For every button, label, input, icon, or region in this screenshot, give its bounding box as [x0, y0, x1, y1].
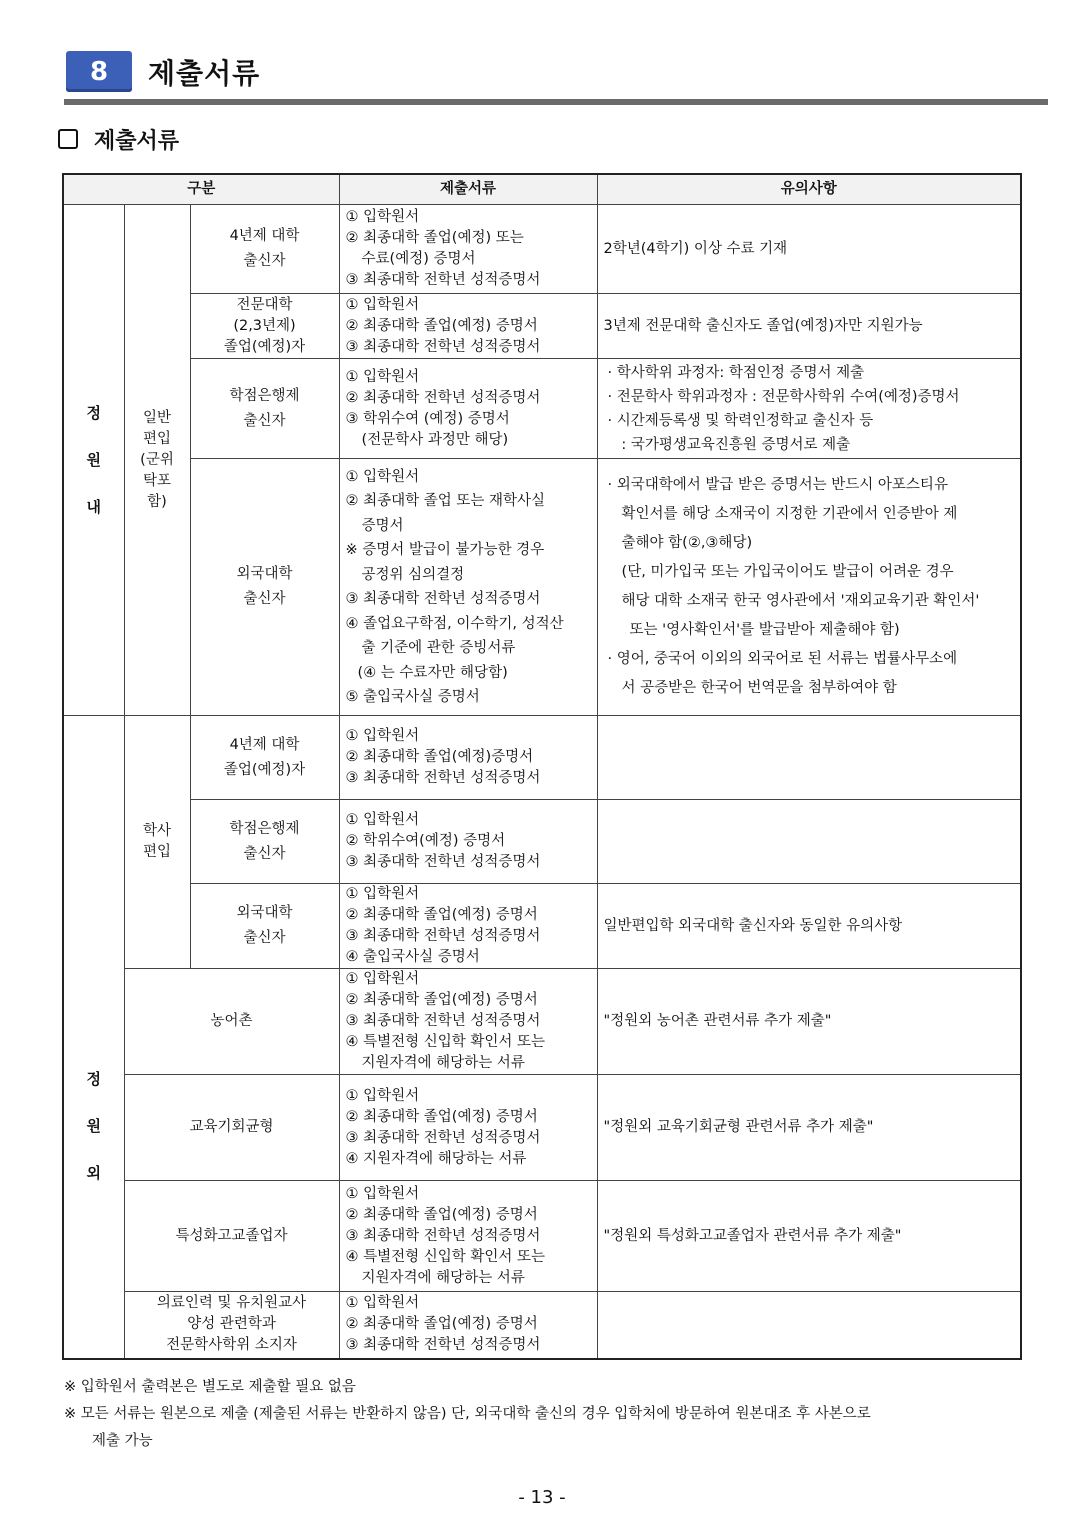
page-number: - 13 -: [518, 1487, 566, 1508]
section-title: 제출서류: [148, 57, 261, 90]
category-foreign-university: 외국대학 출신자: [190, 459, 339, 716]
category-equal-opportunity: 교육기회균형: [124, 1075, 339, 1181]
group-in-quota: 정 원 내: [63, 205, 124, 716]
documents-foreign-university: ① 입학원서 ② 최종대학 졸업 또는 재학사실 증명서 ※ 증명서 발급이 불가능한 경우 공정위 심의결정 ③ 최종대학 전학년 성적증명서 ④ 졸업요구학점, 이수학기, 성적산 출 기준에 관한 증빙서류 (④ 는 수료자만 해당함) ⑤ 출입국사실 증명서: [339, 459, 597, 716]
category-junior-college: 전문대학 (2,3년제) 졸업(예정)자: [190, 294, 339, 359]
notes-specialized-highschool: "정원외 특성화고교졸업자 관련서류 추가 제출": [597, 1181, 1021, 1292]
table-header-row: [63, 174, 1021, 205]
category-foreign-bachelor: 외국대학 출신자: [190, 884, 339, 969]
notes-foreign-university: · 외국대학에서 발급 받은 증명서는 반드시 아포스티유 확인서를 해당 소재국이 지정한 기관에서 인증받아 제 출해야 함(②,③해당) (단, 미가입국 또는 가입국이어도 발급이 어려운 경우 해당 대학 소재국 한국 영사관에서 '재외교육기관 확인서' 또는 '영사확인서'를 발급받아 제출해야 함) · 영어, 중국어 이외의 외국어로 된 서류는 법률사무소에 서 공증받은 한국어 번역문을 첨부하여야 함: [597, 459, 1021, 716]
section-header: [64, 48, 1048, 108]
category-four-year: 4년제 대학 출신자: [190, 205, 339, 294]
documents-table: [62, 173, 1022, 1360]
notes-farm-fishing: "정원외 농어촌 관련서류 추가 제출": [597, 969, 1021, 1075]
documents-four-year: ① 입학원서 ② 최종대학 졸업(예정) 또는 수료(예정) 증명서 ③ 최종대학 전학년 성적증명서: [339, 205, 597, 294]
header-notes: 유의사항: [597, 174, 1021, 205]
category-specialized-highschool: 특성화고교졸업자: [124, 1181, 339, 1292]
subgroup-bachelor-transfer: 학사 편입: [124, 716, 190, 969]
notes-four-year-graduate: [597, 716, 1021, 800]
notes-foreign-bachelor: 일반편입학 외국대학 출신자와 동일한 유의사항: [597, 884, 1021, 969]
subsection-title: 제출서류: [94, 128, 180, 154]
table-row: [63, 1292, 1021, 1359]
notes-credit-bank-bachelor: [597, 800, 1021, 884]
subsection-header: [58, 124, 179, 154]
documents-specialized-highschool: ① 입학원서 ② 최종대학 졸업(예정) 증명서 ③ 최종대학 전학년 성적증명서 ④ 특별전형 신입학 확인서 또는 지원자격에 해당하는 서류: [339, 1181, 597, 1292]
notes-equal-opportunity: "정원외 교육기회균형 관련서류 추가 제출": [597, 1075, 1021, 1181]
documents-credit-bank: ① 입학원서 ② 최종대학 전학년 성적증명서 ③ 학위수여 (예정) 증명서 (전문학사 과정만 해당): [339, 359, 597, 459]
table-row: [63, 884, 1021, 969]
notes-four-year: 2학년(4학기) 이상 수료 기재: [597, 205, 1021, 294]
category-farm-fishing: 농어촌: [124, 969, 339, 1075]
header-documents: 제출서류: [339, 174, 597, 205]
documents-credit-bank-bachelor: ① 입학원서 ② 학위수여(예정) 증명서 ③ 최종대학 전학년 성적증명서: [339, 800, 597, 884]
group-out-quota: 정 원 외: [63, 716, 124, 1359]
footnotes: [64, 1374, 1024, 1455]
table-row: [63, 359, 1021, 459]
section-divider: [64, 99, 1048, 105]
table-row: [63, 1075, 1021, 1181]
footnote: ※ 모든 서류는 원본으로 제출 (제출된 서류는 반환하지 않음) 단, 외국대학 출신의 경우 입학처에 방문하여 원본대조 후 사본으로: [64, 1406, 871, 1422]
category-credit-bank-bachelor: 학점은행제 출신자: [190, 800, 339, 884]
footnote-continuation: 제출 가능: [92, 1433, 153, 1449]
category-medical-kindergarten: 의료인력 및 유치원교사 양성 관련학과 전문학사학위 소지자: [124, 1292, 339, 1359]
subgroup-general-transfer: 일반 편입 (군위 탁포 함): [124, 205, 190, 716]
notes-credit-bank: · 학사학위 과정자: 학점인정 증명서 제출 · 전문학사 학위과정자 : 전문학사학위 수여(예정)증명서 · 시간제등록생 및 학력인정학교 출신자 등 : 국가평생교육진흥원 증명서로 제출: [597, 359, 1021, 459]
table-row: [63, 800, 1021, 884]
documents-equal-opportunity: ① 입학원서 ② 최종대학 졸업(예정) 증명서 ③ 최종대학 전학년 성적증명서 ④ 지원자격에 해당하는 서류: [339, 1075, 597, 1181]
table-row: [63, 205, 1021, 294]
notes-medical-kindergarten: [597, 1292, 1021, 1359]
table-row: [63, 459, 1021, 716]
category-credit-bank: 학점은행제 출신자: [190, 359, 339, 459]
category-four-year-graduate: 4년제 대학 졸업(예정)자: [190, 716, 339, 800]
documents-four-year-graduate: ① 입학원서 ② 최종대학 졸업(예정)증명서 ③ 최종대학 전학년 성적증명서: [339, 716, 597, 800]
table-row: [63, 716, 1021, 800]
table-row: [63, 969, 1021, 1075]
notes-junior-college: 3년제 전문대학 출신자도 졸업(예정)자만 지원가능: [597, 294, 1021, 359]
header-category: 구분: [63, 174, 339, 205]
documents-junior-college: ① 입학원서 ② 최종대학 졸업(예정) 증명서 ③ 최종대학 전학년 성적증명서: [339, 294, 597, 359]
table-row: [63, 294, 1021, 359]
footnote: ※ 입학원서 출력본은 별도로 제출할 필요 없음: [64, 1379, 356, 1395]
documents-farm-fishing: ① 입학원서 ② 최종대학 졸업(예정) 증명서 ③ 최종대학 전학년 성적증명서 ④ 특별전형 신입학 확인서 또는 지원자격에 해당하는 서류: [339, 969, 597, 1075]
documents-medical-kindergarten: ① 입학원서 ② 최종대학 졸업(예정) 증명서 ③ 최종대학 전학년 성적증명서: [339, 1292, 597, 1359]
section-number-badge: 8: [66, 51, 132, 92]
table-row: [63, 1181, 1021, 1292]
documents-foreign-bachelor: ① 입학원서 ② 최종대학 졸업(예정) 증명서 ③ 최종대학 전학년 성적증명서 ④ 출입국사실 증명서: [339, 884, 597, 969]
checkbox-icon: [58, 129, 78, 149]
